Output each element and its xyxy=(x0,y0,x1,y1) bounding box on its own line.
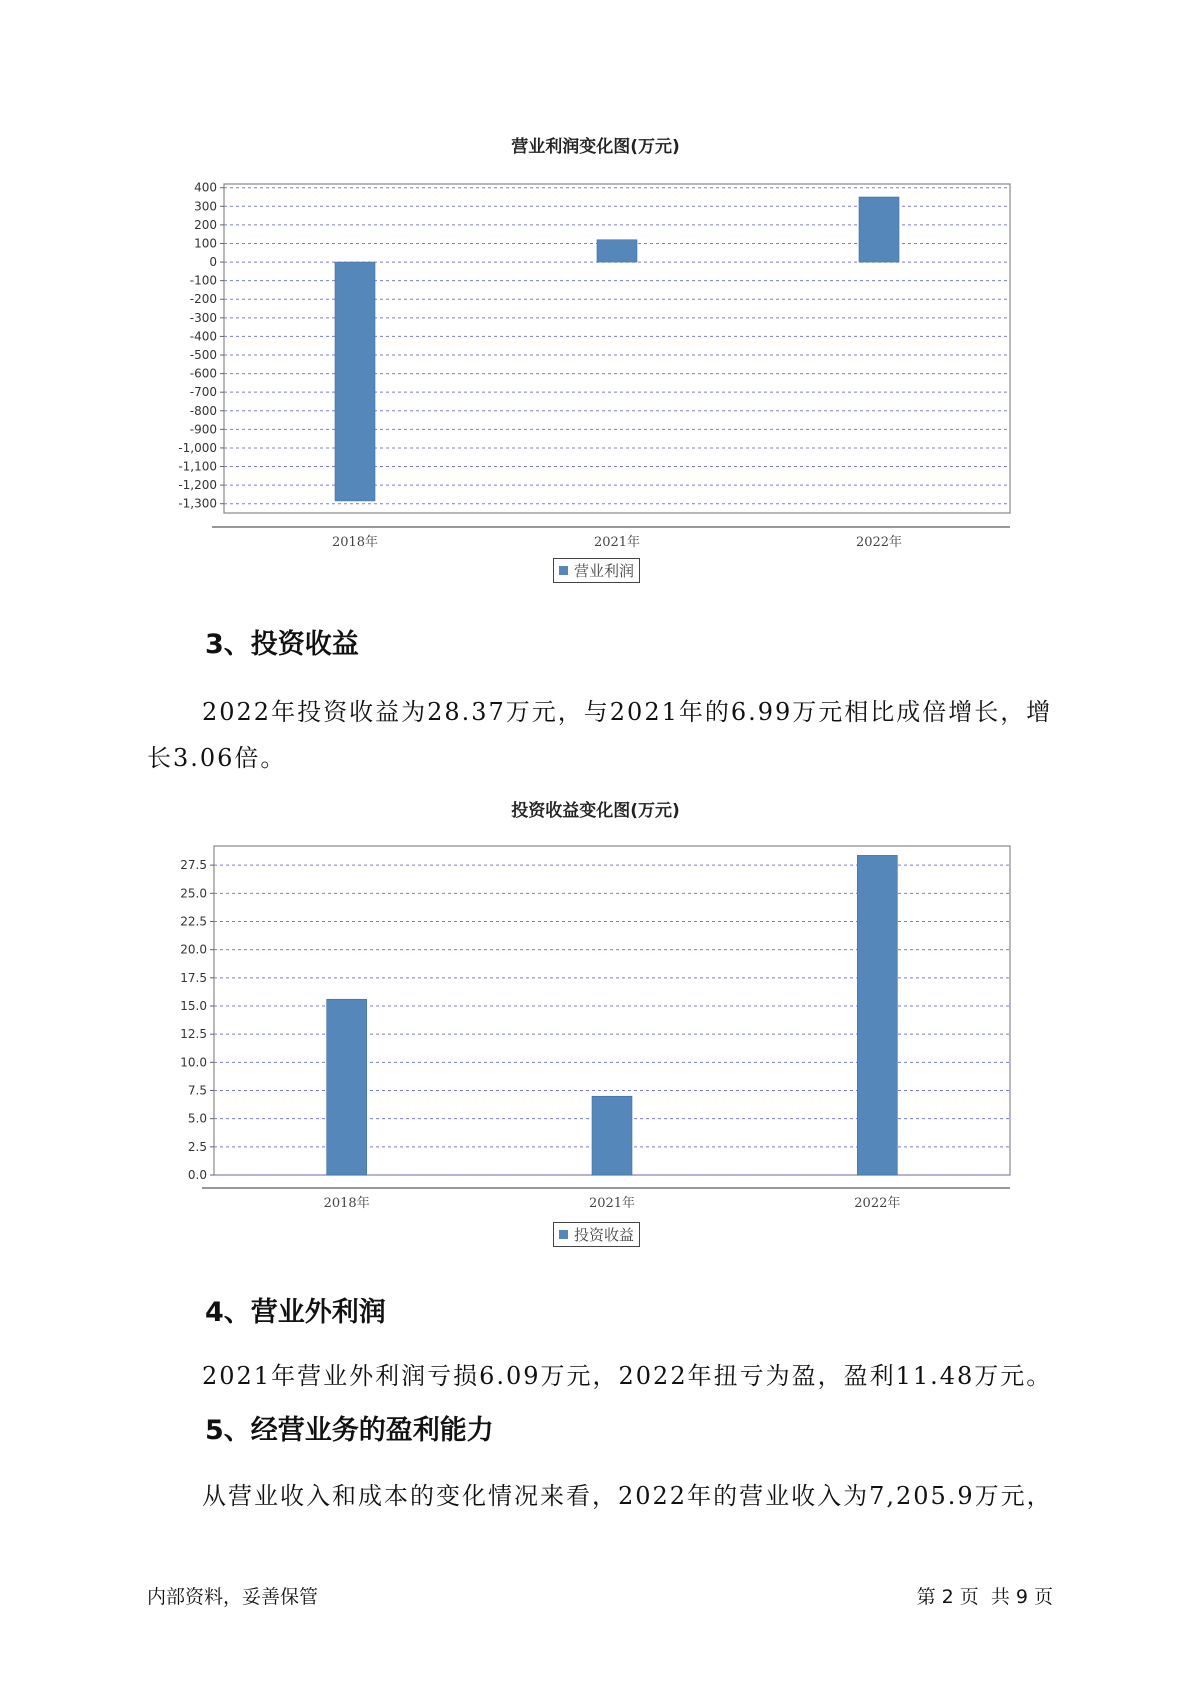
bar-2018年 xyxy=(335,262,375,501)
y-tick-label: 300 xyxy=(194,199,217,214)
operating-profit-chart xyxy=(0,170,1191,550)
y-tick-label: -1,100 xyxy=(178,459,217,474)
section4-heading: 4、营业外利润 xyxy=(205,1297,386,1328)
y-tick-label: -400 xyxy=(189,329,217,344)
chart1-legend xyxy=(553,558,640,583)
y-tick-label: 25.0 xyxy=(180,886,207,901)
section5-heading: 5、经营业务的盈利能力 xyxy=(205,1415,494,1446)
y-tick-label: 7.5 xyxy=(187,1083,207,1098)
y-tick-label: -100 xyxy=(189,273,217,288)
y-tick-label: 200 xyxy=(194,217,217,232)
bar-2018年 xyxy=(327,999,367,1175)
y-tick-label: 0.0 xyxy=(187,1168,207,1182)
bar-2021年 xyxy=(597,240,637,262)
bar-2022年 xyxy=(859,197,899,262)
section3-paragraph-line2: 长3.06倍。 xyxy=(147,744,287,772)
y-tick-label: -200 xyxy=(189,292,217,307)
y-tick-label: 15.0 xyxy=(180,998,207,1013)
bar-2022年 xyxy=(857,855,897,1175)
x-tick-label: 2021年 xyxy=(588,1196,636,1211)
y-tick-label: -1,200 xyxy=(178,478,217,493)
section5-paragraph: 从营业收入和成本的变化情况来看，2022年的营业收入为7,205.9万元， xyxy=(202,1482,1053,1510)
footer-note: 内部资料，妥善保管 xyxy=(147,1586,319,1608)
y-tick-label: 2.5 xyxy=(187,1139,207,1154)
y-tick-label: 27.5 xyxy=(180,858,207,873)
x-tick-label: 2021年 xyxy=(593,535,641,550)
y-tick-label: -300 xyxy=(189,310,217,325)
y-tick-label: -800 xyxy=(189,403,217,418)
chart2-title: 投资收益变化图(万元) xyxy=(511,801,680,821)
y-tick-label: -500 xyxy=(189,348,217,363)
chart1-legend-label: 营业利润 xyxy=(574,562,635,580)
y-tick-label: 0 xyxy=(209,255,217,270)
y-tick-label: -1,000 xyxy=(178,440,217,455)
y-tick-label: 20.0 xyxy=(180,942,207,957)
x-tick-label: 2018年 xyxy=(323,1196,370,1211)
chart1-title: 营业利润变化图(万元) xyxy=(511,137,680,157)
legend-swatch xyxy=(559,1230,568,1239)
page-number: 第 2 页 共 9 页 xyxy=(916,1586,1053,1608)
chart2-legend xyxy=(553,1222,640,1247)
bar-2021年 xyxy=(592,1096,632,1175)
y-tick-label: 12.5 xyxy=(180,1027,207,1042)
x-tick-label: 2022年 xyxy=(854,1196,901,1211)
y-tick-label: 5.0 xyxy=(187,1111,207,1126)
y-tick-label: 100 xyxy=(194,236,217,251)
legend-swatch xyxy=(559,566,568,575)
y-tick-label: -900 xyxy=(189,422,217,437)
y-tick-label: 400 xyxy=(194,180,217,195)
section3-heading: 3、投资收益 xyxy=(205,629,359,660)
section4-paragraph: 2021年营业外利润亏损6.09万元，2022年扭亏为盈，盈利11.48万元。 xyxy=(202,1362,1053,1390)
y-tick-label: -700 xyxy=(189,385,217,400)
y-tick-label: 17.5 xyxy=(180,970,207,985)
investment-income-chart xyxy=(0,840,1191,1220)
y-tick-label: -1,300 xyxy=(178,496,217,511)
y-tick-label: -600 xyxy=(189,366,217,381)
chart2-legend-label: 投资收益 xyxy=(574,1226,635,1244)
x-tick-label: 2018年 xyxy=(331,535,379,550)
section3-paragraph-line1: 2022年投资收益为28.37万元，与2021年的6.99万元相比成倍增长，增 xyxy=(202,698,1053,726)
x-tick-label: 2022年 xyxy=(855,535,903,550)
y-tick-label: 22.5 xyxy=(180,914,207,929)
y-tick-label: 10.0 xyxy=(180,1055,207,1070)
